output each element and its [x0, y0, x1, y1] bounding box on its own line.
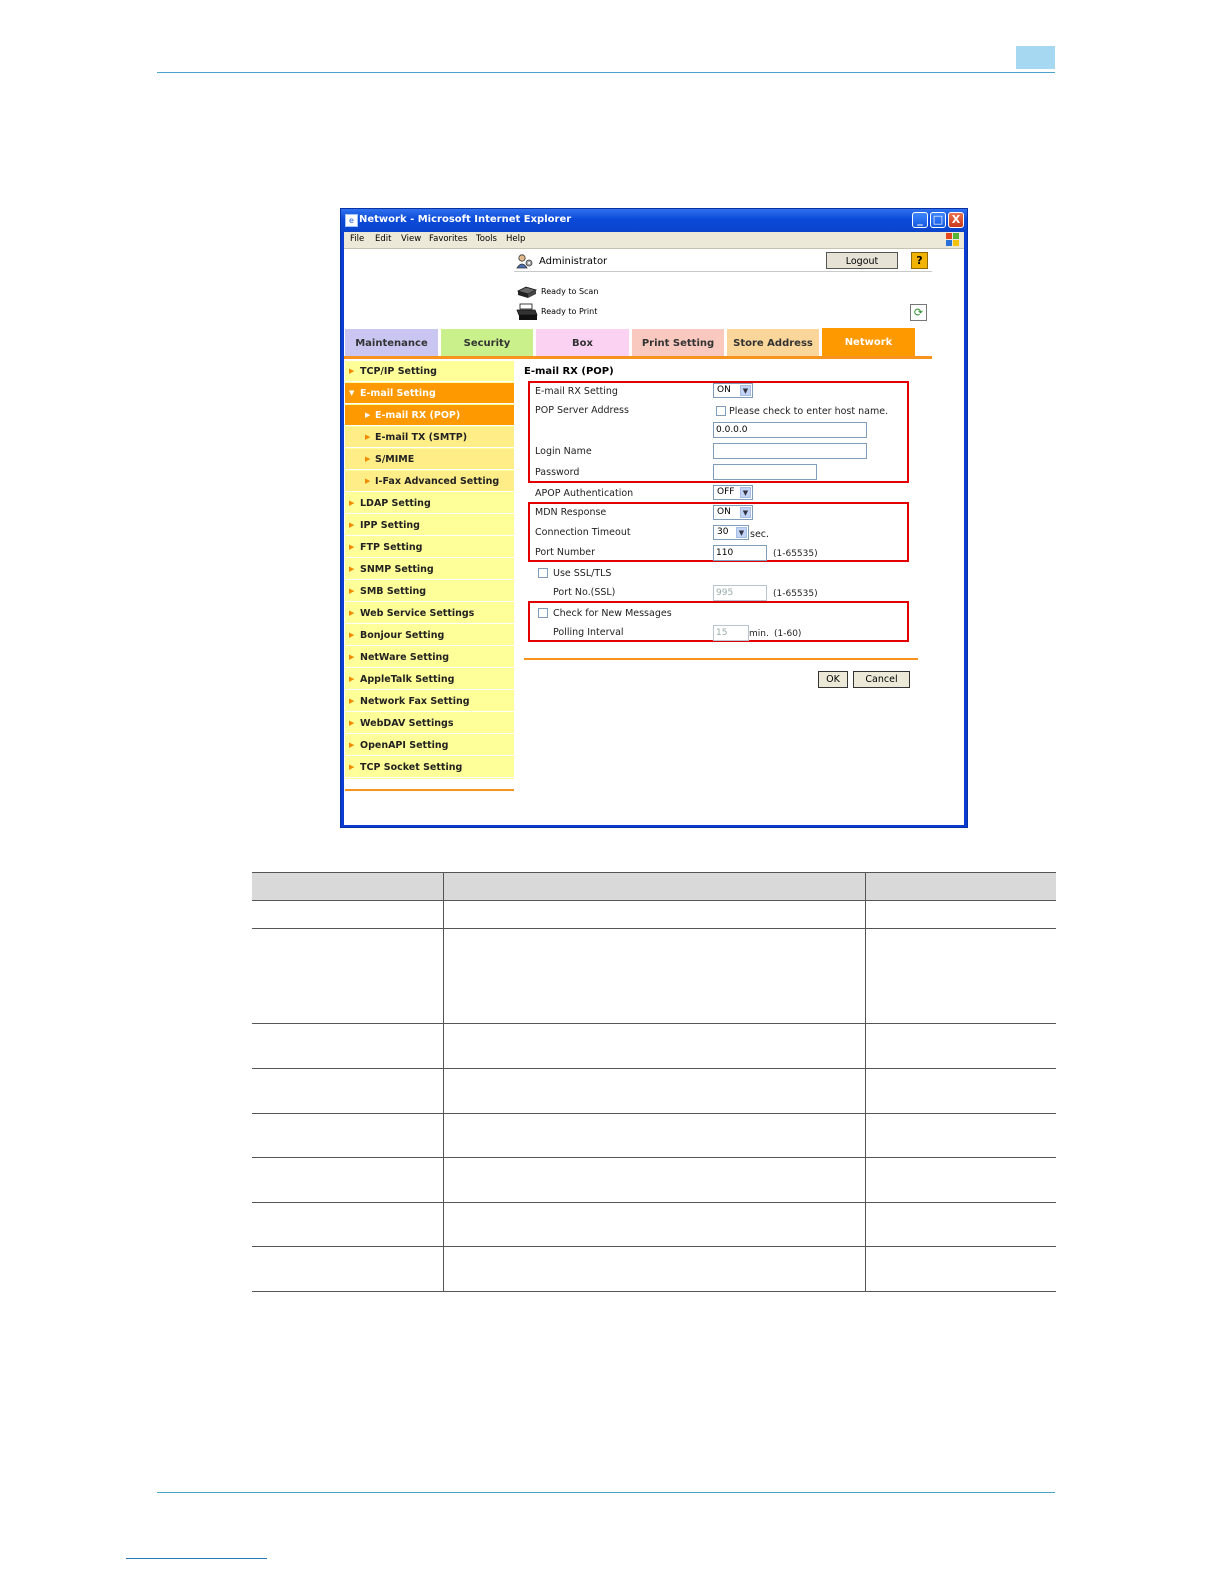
polling-range-hint: (1-60): [774, 629, 802, 639]
arrow-right-icon: ▶: [349, 631, 355, 639]
password-input[interactable]: [713, 464, 817, 480]
refresh-icon[interactable]: ⟳: [910, 304, 927, 321]
ssl-label: Use SSL/TLS: [553, 568, 612, 579]
tab-label: Security: [463, 338, 511, 349]
sidebar-item-label: IPP Setting: [360, 520, 420, 531]
sidebar-item-label: E-mail TX (SMTP): [375, 432, 468, 443]
arrow-right-icon: ▶: [349, 741, 355, 749]
administrator-icon: [516, 254, 534, 269]
tab-label: Network: [844, 337, 893, 348]
table-rule: [252, 1068, 1056, 1069]
maximize-button[interactable]: □: [930, 212, 946, 228]
select-value: 30: [717, 527, 729, 537]
arrow-right-icon: ▶: [349, 653, 355, 661]
arrow-right-icon: ▶: [349, 675, 355, 683]
sidebar-item-label: TCP/IP Setting: [360, 366, 437, 377]
cancel-button[interactable]: Cancel: [853, 671, 910, 688]
email-rx-setting-select[interactable]: [713, 383, 753, 398]
browser-window: [340, 208, 968, 828]
hostname-checkbox[interactable]: [716, 406, 726, 416]
connection-timeout-select[interactable]: [713, 525, 749, 540]
sidebar-item-ldap[interactable]: [345, 493, 514, 514]
apop-select[interactable]: [713, 485, 753, 500]
arrow-right-icon: ▶: [365, 411, 371, 419]
arrow-right-icon: ▶: [349, 499, 355, 507]
tab-label: Print Setting: [641, 338, 715, 349]
menu-file[interactable]: File: [350, 234, 365, 244]
tab-label: Box: [572, 338, 593, 349]
polling-interval-input[interactable]: 15: [713, 625, 749, 641]
footer-rule: [157, 1492, 1055, 1493]
chevron-down-icon: ▼: [736, 527, 747, 538]
sidebar-item-smime[interactable]: [345, 449, 514, 470]
menu-bar: [344, 232, 964, 249]
arrow-right-icon: ▶: [349, 697, 355, 705]
ssl-port-label: Port No.(SSL): [553, 587, 616, 598]
chevron-down-icon: ▼: [740, 507, 751, 518]
title-bar[interactable]: [341, 209, 967, 232]
sidebar-nav: [345, 361, 514, 779]
select-value: ON: [717, 507, 731, 517]
header-rule: [157, 72, 1055, 73]
menu-help[interactable]: Help: [506, 234, 526, 244]
connection-timeout-label: Connection Timeout: [535, 527, 631, 538]
tab-store-address[interactable]: [727, 329, 819, 356]
sidebar-item-label: OpenAPI Setting: [360, 740, 449, 751]
arrow-right-icon: ▶: [349, 521, 355, 529]
menu-edit[interactable]: Edit: [375, 234, 392, 244]
pop-server-label: POP Server Address: [535, 405, 629, 416]
sidebar-item-openapi[interactable]: [345, 735, 514, 756]
polling-unit: min.: [749, 629, 769, 639]
arrow-down-icon: ▼: [349, 389, 355, 397]
table-rule: [252, 872, 1056, 873]
sidebar-item-smb[interactable]: [345, 581, 514, 602]
sidebar-item-label: E-mail RX (POP): [375, 410, 461, 421]
page-title: E-mail RX (POP): [524, 366, 614, 377]
sidebar-item-netware[interactable]: [345, 647, 514, 668]
sidebar-item-label: WebDAV Settings: [360, 718, 454, 729]
tab-security[interactable]: [441, 329, 533, 356]
login-name-input[interactable]: [713, 443, 867, 459]
mdn-response-label: MDN Response: [535, 507, 607, 518]
sidebar-item-label: Web Service Settings: [360, 608, 475, 619]
check-new-messages-label: Check for New Messages: [553, 608, 672, 619]
arrow-right-icon: ▶: [349, 763, 355, 771]
login-name-label: Login Name: [535, 446, 592, 457]
table-rule: [252, 1246, 1056, 1247]
scan-status: Ready to Scan: [541, 287, 599, 296]
ssl-port-input[interactable]: 995: [713, 585, 767, 601]
sidebar-item-label: SMB Setting: [360, 586, 427, 597]
form-divider: [524, 658, 918, 660]
select-value: OFF: [717, 487, 735, 497]
sidebar-item-label: I-Fax Advanced Setting: [375, 476, 500, 487]
arrow-right-icon: ▶: [349, 543, 355, 551]
table-rule: [252, 1291, 1056, 1292]
sidebar-item-label: LDAP Setting: [360, 498, 431, 509]
arrow-right-icon: ▶: [365, 433, 371, 441]
arrow-right-icon: ▶: [349, 609, 355, 617]
arrow-right-icon: ▶: [365, 477, 371, 485]
sidebar-item-ifax-advanced[interactable]: [345, 471, 514, 492]
ssl-port-range-hint: (1-65535): [773, 589, 818, 599]
arrow-right-icon: ▶: [349, 719, 355, 727]
menu-favorites[interactable]: Favorites: [429, 234, 468, 244]
logout-button[interactable]: Logout: [826, 252, 898, 269]
chapter-tab: [1016, 46, 1055, 69]
tab-maintenance[interactable]: [345, 329, 438, 356]
sidebar-item-email-rx-pop[interactable]: [345, 405, 514, 426]
menu-view[interactable]: View: [401, 234, 422, 244]
polling-interval-label: Polling Interval: [553, 627, 624, 638]
table-column-divider: [443, 872, 444, 1292]
arrow-right-icon: ▶: [349, 367, 355, 375]
table-column-divider: [865, 872, 866, 1292]
table-rule: [252, 1023, 1056, 1024]
header-divider: [514, 271, 932, 272]
email-rx-setting-label: E-mail RX Setting: [535, 386, 618, 397]
hostname-check-label: Please check to enter host name.: [729, 406, 889, 417]
check-new-messages-checkbox[interactable]: [538, 608, 548, 618]
table-rule: [252, 1202, 1056, 1203]
sidebar-item-label: TCP Socket Setting: [360, 762, 463, 773]
tab-box[interactable]: [536, 329, 629, 356]
sidebar-divider: [345, 789, 514, 791]
chevron-down-icon: ▼: [740, 487, 751, 498]
sidebar-item-label: SNMP Setting: [360, 564, 434, 575]
sidebar-item-email-tx-smtp[interactable]: [345, 427, 514, 448]
mdn-response-select[interactable]: [713, 505, 753, 520]
sidebar-item-bonjour[interactable]: [345, 625, 514, 646]
tab-label: Maintenance: [355, 338, 428, 349]
sidebar-item-ipp[interactable]: [345, 515, 514, 536]
sidebar-item-label: AppleTalk Setting: [360, 674, 455, 685]
table-rule: [252, 928, 1056, 929]
sidebar-item-ftp[interactable]: [345, 537, 514, 558]
scanner-icon: [516, 284, 536, 300]
help-button[interactable]: ?: [911, 252, 928, 269]
print-status: Ready to Print: [541, 307, 598, 316]
arrow-right-icon: ▶: [365, 455, 371, 463]
page-content: [344, 249, 964, 825]
sidebar-item-tcp-socket[interactable]: [345, 757, 514, 778]
tab-label: Store Address: [733, 338, 813, 349]
printer-icon: [516, 303, 536, 319]
password-label: Password: [535, 467, 580, 478]
chevron-down-icon: ▼: [740, 385, 751, 396]
ssl-checkbox[interactable]: [538, 568, 548, 578]
windows-flag-icon: [945, 232, 961, 247]
port-number-label: Port Number: [535, 547, 596, 558]
sidebar-item-appletalk[interactable]: [345, 669, 514, 690]
ie-page-icon: e: [345, 214, 358, 227]
port-number-input[interactable]: 110: [713, 545, 767, 561]
sidebar-item-webdav[interactable]: [345, 713, 514, 734]
timeout-unit: sec.: [750, 529, 770, 540]
port-range-hint: (1-65535): [773, 549, 818, 559]
sidebar-item-web-service[interactable]: [345, 603, 514, 624]
sidebar-item-network-fax[interactable]: [345, 691, 514, 712]
ok-button[interactable]: OK: [818, 671, 848, 688]
window-title: Network - Microsoft Internet Explorer: [359, 214, 572, 225]
pop-server-input[interactable]: 0.0.0.0: [713, 422, 867, 438]
sidebar-item-label: FTP Setting: [360, 542, 423, 553]
tab-print-setting[interactable]: [632, 329, 724, 356]
footer-link-rule: [126, 1558, 267, 1559]
tab-network[interactable]: [822, 328, 915, 356]
menu-tools[interactable]: Tools: [476, 234, 497, 244]
sidebar-item-label: E-mail Setting: [360, 388, 436, 399]
sidebar-item-email-setting[interactable]: [345, 383, 514, 404]
close-button[interactable]: X: [948, 212, 964, 228]
sidebar-item-label: S/MIME: [375, 454, 415, 465]
sidebar-item-label: Network Fax Setting: [360, 696, 470, 707]
table-header: [252, 872, 1056, 900]
select-value: ON: [717, 385, 731, 395]
minimize-button[interactable]: _: [912, 212, 928, 228]
apop-label: APOP Authentication: [535, 488, 634, 499]
sidebar-item-label: Bonjour Setting: [360, 630, 445, 641]
arrow-right-icon: ▶: [349, 587, 355, 595]
sidebar-item-snmp[interactable]: [345, 559, 514, 580]
sidebar-item-label: NetWare Setting: [360, 652, 450, 663]
sidebar-item-tcpip[interactable]: [345, 361, 514, 382]
arrow-right-icon: ▶: [349, 565, 355, 573]
table-rule: [252, 1113, 1056, 1114]
tabs-divider: [344, 356, 932, 359]
user-label: Administrator: [539, 256, 608, 267]
table-rule: [252, 900, 1056, 901]
table-rule: [252, 1157, 1056, 1158]
